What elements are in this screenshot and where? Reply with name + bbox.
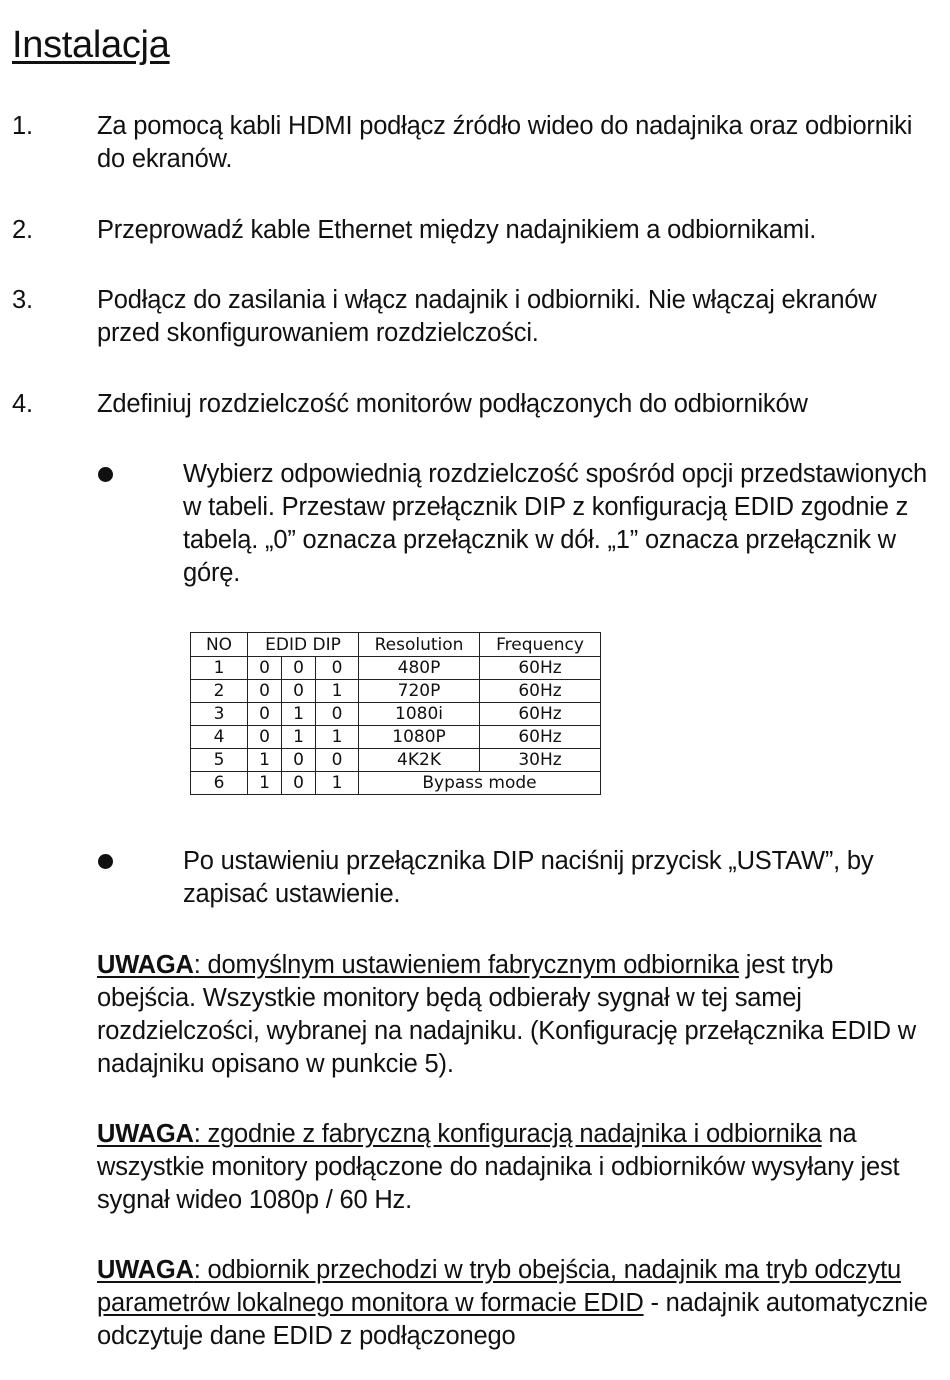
header-no: NO — [191, 633, 248, 657]
cell-dip: 0 — [248, 680, 282, 703]
cell-dip: 1 — [316, 772, 359, 795]
cell-dip: 0 — [316, 657, 359, 680]
header-resolution: Resolution — [359, 633, 480, 657]
note-label: UWAGA — [97, 1256, 194, 1284]
note-text: na wszystkie monitory podłączone do nadajnika i odbiorników wysyłany jest sygnał wideo 1080p / 60 Hz. — [97, 1120, 900, 1214]
bullet-dot-icon — [98, 467, 113, 482]
page-title: Instalacja — [12, 24, 170, 66]
cell-dip: 1 — [316, 680, 359, 703]
cell-dip: 0 — [248, 726, 282, 749]
cell-dip: 1 — [316, 726, 359, 749]
cell-dip: 1 — [248, 749, 282, 772]
cell-dip: 0 — [282, 772, 316, 795]
cell-dip: 0 — [248, 703, 282, 726]
note-bypass-edid — [97, 1254, 937, 1353]
step-number: 3. — [12, 286, 33, 314]
step-text: Za pomocą kabli HDMI podłącz źródło wideo do nadajnika oraz odbiorniki do ekranów. — [97, 112, 913, 173]
table-row — [191, 680, 601, 703]
edid-dip-table — [190, 632, 601, 795]
step-text: Podłącz do zasilania i włącz nadajnik i odbiorniki. Nie włączaj ekranów przed skonfigurowaniem rozdzielczości. — [97, 286, 877, 347]
step-text: Zdefiniuj rozdzielczość monitorów podłączonych do odbiorników — [97, 390, 808, 418]
cell-frequency: 60Hz — [480, 657, 601, 680]
cell-resolution: 1080P — [359, 726, 480, 749]
cell-resolution: 4K2K — [359, 749, 480, 772]
header-edid-dip: EDID DIP — [248, 633, 359, 657]
note-text: jest tryb obejścia. Wszystkie monitory będą odbierały sygnał w tej samej rozdzielczości, wybranej na nadajniku. (Konfigurację przełącznika EDID w nadajniku opisano w punkcie 5). — [97, 951, 916, 1078]
cell-dip: 0 — [316, 703, 359, 726]
cell-bypass-mode: Bypass mode — [359, 772, 601, 795]
note-label: UWAGA — [97, 1120, 194, 1148]
cell-dip: 0 — [282, 680, 316, 703]
table-row — [191, 749, 601, 772]
note-underlined-text: : zgodnie z fabryczną konfiguracją nadajnika i odbiornika — [193, 1120, 822, 1148]
note-receiver-default — [97, 949, 937, 1081]
table-row — [191, 657, 601, 680]
cell-dip: 0 — [282, 749, 316, 772]
table-row — [191, 772, 601, 795]
note-factory-config — [97, 1118, 937, 1217]
table-header-row — [191, 633, 601, 657]
header-frequency: Frequency — [480, 633, 601, 657]
cell-frequency: 60Hz — [480, 703, 601, 726]
cell-no: 6 — [191, 772, 248, 795]
note-label: UWAGA — [97, 951, 194, 979]
table-row — [191, 726, 601, 749]
cell-no: 1 — [191, 657, 248, 680]
bullet-text: Po ustawieniu przełącznika DIP naciśnij przycisk „USTAW”, by zapisać ustawienie. — [183, 847, 874, 908]
cell-resolution: 480P — [359, 657, 480, 680]
cell-frequency: 30Hz — [480, 749, 601, 772]
cell-dip: 0 — [248, 657, 282, 680]
cell-frequency: 60Hz — [480, 726, 601, 749]
cell-dip: 1 — [282, 703, 316, 726]
step-text: Przeprowadź kable Ethernet między nadajnikiem a odbiornikami. — [97, 216, 817, 244]
step-number: 4. — [12, 390, 33, 418]
cell-resolution: 720P — [359, 680, 480, 703]
cell-dip: 0 — [282, 657, 316, 680]
cell-no: 4 — [191, 726, 248, 749]
cell-no: 3 — [191, 703, 248, 726]
cell-no: 5 — [191, 749, 248, 772]
cell-dip: 1 — [248, 772, 282, 795]
cell-dip: 1 — [282, 726, 316, 749]
note-underlined-text: : domyślnym ustawieniem fabrycznym odbiornika — [193, 951, 739, 979]
note-text: - nadajnik automatycznie odczytuje dane EDID z podłączonego — [97, 1289, 928, 1350]
bullet-dot-icon — [98, 854, 113, 869]
step-number: 1. — [12, 112, 33, 140]
cell-dip: 0 — [316, 749, 359, 772]
note-underlined-text: : odbiornik przechodzi w tryb obejścia, nadajnik ma tryb odczytu parametrów lokalnego monitora w formacie EDID — [97, 1256, 901, 1317]
cell-frequency: 60Hz — [480, 680, 601, 703]
cell-no: 2 — [191, 680, 248, 703]
bullet-text: Wybierz odpowiednią rozdzielczość spośród opcji przedstawionych w tabeli. Przestaw przełącznik DIP z konfiguracją EDID zgodnie z tabelą. „0” oznacza przełącznik w dół. „1” oznacza przełącznik w górę. — [183, 460, 928, 587]
step-number: 2. — [12, 216, 33, 244]
table-row — [191, 703, 601, 726]
cell-resolution: 1080i — [359, 703, 480, 726]
